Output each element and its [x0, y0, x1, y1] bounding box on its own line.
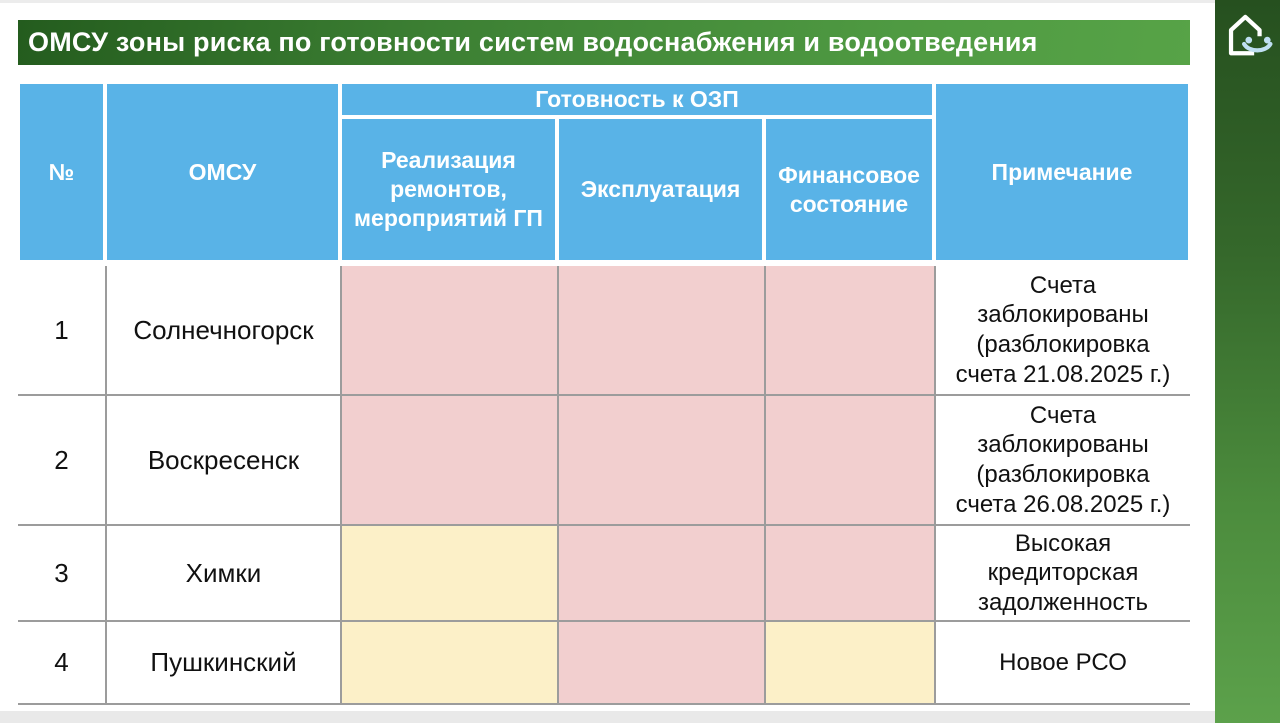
status-cell-finance [764, 396, 934, 526]
omsu-name: Воскресенск [105, 396, 340, 526]
bottom-edge-strip [0, 711, 1215, 723]
brand-stripe [1215, 0, 1280, 723]
col-header-note: Примечание [934, 82, 1190, 262]
omsu-name: Пушкинский [105, 622, 340, 705]
status-cell-finance [764, 622, 934, 705]
row-num: 1 [18, 266, 105, 396]
status-cell-repairs [340, 622, 557, 705]
status-cell-operation [557, 396, 764, 526]
top-edge-strip [0, 0, 1215, 3]
col-header-omsu: ОМСУ [105, 82, 340, 262]
note-cell: Новое РСО [934, 622, 1190, 705]
status-cell-finance [764, 526, 934, 622]
col-header-readiness-group: Готовность к ОЗП [340, 82, 934, 117]
note-cell: Счета заблокированы (разблокировка счета 21.08.2025 г.) [934, 266, 1190, 396]
status-cell-repairs [340, 396, 557, 526]
page-title-bar [18, 20, 1190, 65]
status-cell-finance [764, 266, 934, 396]
status-cell-operation [557, 266, 764, 396]
status-cell-repairs [340, 266, 557, 396]
table-header [18, 82, 1190, 262]
note-cell: Высокая кредиторская задолженность [934, 526, 1190, 622]
col-header-operation: Эксплуатация [557, 117, 764, 262]
house-smile-logo [1221, 12, 1275, 59]
note-cell: Счета заблокированы (разблокировка счета 26.08.2025 г.) [934, 396, 1190, 526]
row-num: 3 [18, 526, 105, 622]
row-num: 2 [18, 396, 105, 526]
omsu-name: Химки [105, 526, 340, 622]
status-cell-operation [557, 622, 764, 705]
table-body [18, 266, 1190, 705]
status-cell-operation [557, 526, 764, 622]
omsu-name: Солнечногорск [105, 266, 340, 396]
col-header-finance: Финансовое состояние [764, 117, 934, 262]
status-cell-repairs [340, 526, 557, 622]
col-header-repairs: Реализация ремонтов, мероприятий ГП [340, 117, 557, 262]
page-title: ОМСУ зоны риска по готовности систем водоснабжения и водоотведения [28, 27, 1038, 57]
col-header-num: № [18, 82, 105, 262]
row-num: 4 [18, 622, 105, 705]
